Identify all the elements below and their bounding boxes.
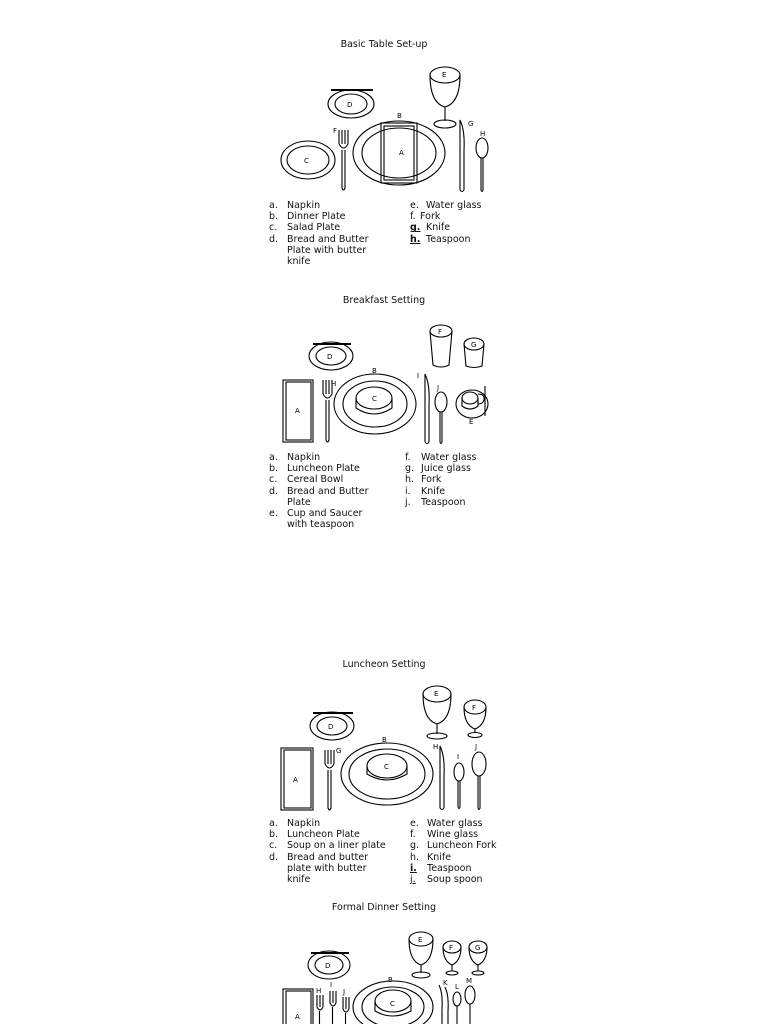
label-l: L [455,983,459,991]
label-a: A [295,1013,300,1021]
list-item: c. Salad Plate [269,222,341,234]
list-item: d. Bread and Butter Plate [269,485,369,508]
soup-spoon-icon [472,752,486,810]
basic-list-left [269,200,381,267]
knife-icon [440,746,444,810]
label-f: F [438,328,443,336]
list-item: e. Cup and Saucer with teaspoon [269,508,363,531]
list-item: i. Knife [405,485,446,497]
section-title-basic: Basic Table Set-up [340,39,428,50]
label-d: D [347,101,353,109]
knife-icon [425,374,429,444]
label-e: E [469,418,474,426]
label-c: C [390,1000,395,1008]
luncheon-plate [341,743,433,805]
breakfast-list-left [269,452,381,530]
list-item: h. Fork [405,474,442,486]
teaspoon-icon [435,392,447,444]
label-i: I [330,981,333,989]
luncheon-setup-diagram [275,680,495,815]
label-d: D [327,353,333,361]
label-m: M [466,977,473,985]
list-item: j. Soup spoon [410,874,483,886]
basic-setup-diagram [275,60,495,195]
fork-icon [323,380,332,442]
basic-list-right [410,200,510,245]
knife-icon [460,120,464,192]
label-f: F [449,944,454,952]
label-k: K [443,979,448,987]
label-c: C [304,157,309,165]
list-item: c. Cereal Bowl [269,474,344,486]
label-h: H [316,987,322,995]
list-item: h. Teaspoon [410,233,471,245]
luncheon-list-left [269,818,394,885]
teaspoon-icon [476,138,488,192]
label-e: E [434,690,439,698]
label-a: A [295,407,300,415]
label-a: A [399,149,404,157]
list-item: b. Dinner Plate [269,211,346,223]
label-c: C [384,763,389,771]
list-item: c. Soup on a liner plate [269,840,386,852]
list-item: b. Luncheon Plate [269,829,360,841]
label-b: B [388,976,393,984]
label-c: C [372,395,377,403]
label-e: E [418,936,423,944]
list-item: i. Teaspoon [410,862,472,874]
teaspoon-icon [453,992,461,1024]
label-b: B [397,112,402,120]
list-item: b. Luncheon Plate [269,463,360,475]
formal-setup-diagram [275,925,495,1024]
list-item: d. Bread and butter plate with butter knife [269,851,369,886]
label-e: E [442,71,447,79]
label-d: D [325,962,331,970]
label-g: G [475,944,481,952]
fork-icon [325,750,334,810]
list-item: f. Wine glass [410,829,479,841]
section-title-luncheon: Luncheon Setting [342,659,426,670]
knife-icon [439,985,442,1024]
luncheon-plate [334,374,416,434]
list-item: a. Napkin [269,200,321,211]
list-item: f. Water glass [405,452,477,463]
soup-spoon-icon [465,986,475,1024]
list-item: g. Juice glass [405,463,471,475]
fork-icon [339,130,348,190]
luncheon-list-right [410,818,520,885]
label-b: B [382,736,387,744]
label-i: I [417,372,420,380]
list-item: g. Luncheon Fork [410,840,497,852]
section-title-breakfast: Breakfast Setting [342,295,426,306]
label-f: F [333,127,338,135]
teaspoon-icon [454,763,464,809]
label-j: J [437,384,440,392]
list-item: j. Teaspoon [405,496,466,508]
label-i: I [457,753,460,761]
breakfast-setup-diagram [275,318,495,448]
label-a: A [293,776,298,784]
label-j: J [343,988,346,996]
section-title-formal: Formal Dinner Setting [331,902,437,913]
label-h: H [480,130,486,138]
list-item: f. Fork [410,211,441,223]
breakfast-list-right [405,452,505,508]
label-b: B [372,367,377,375]
list-item: e. Water glass [410,200,482,211]
list-item: h. Knife [410,851,452,863]
label-g: G [336,747,342,755]
label-h: H [433,743,439,751]
list-item: a. Napkin [269,818,321,829]
list-item: e. Water glass [410,818,483,829]
label-j: J [475,743,478,751]
label-f: F [472,704,477,712]
cup-and-saucer-icon [456,386,488,418]
list-item: a. Napkin [269,452,321,463]
label-g: G [471,341,477,349]
label-d: D [328,723,334,731]
list-item: d. Bread and Butter Plate with butter knife [269,233,369,268]
label-g: G [468,120,474,128]
label-h: H [331,380,337,388]
list-item: g. Knife [410,222,451,234]
